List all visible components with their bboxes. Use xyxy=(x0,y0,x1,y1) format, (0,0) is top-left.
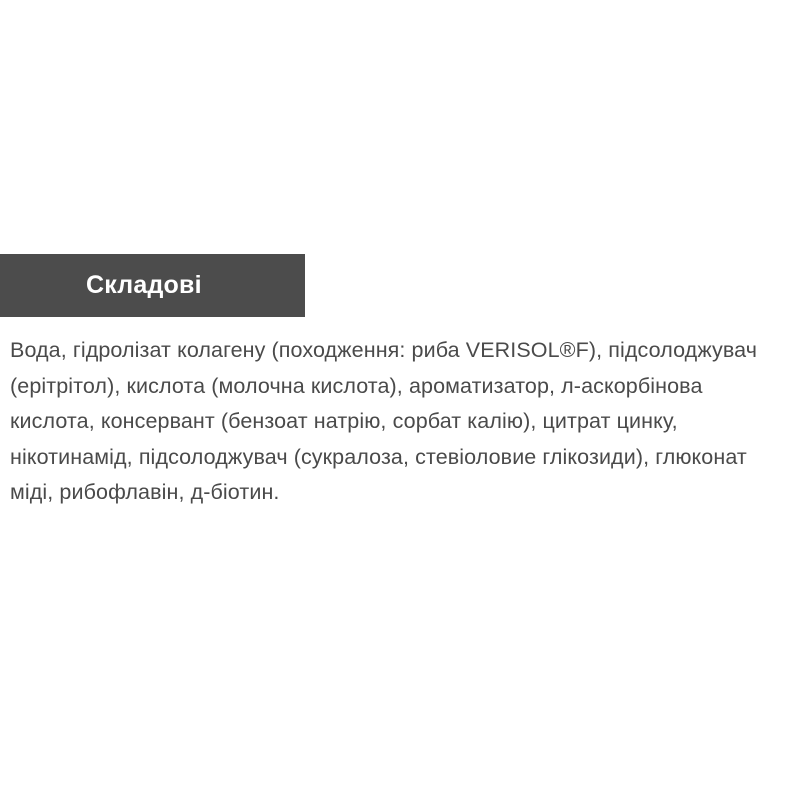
ingredients-text: Вода, гідролізат колагену (походження: риба VERISOL®F), підсолоджувач (ерітрітол), кислота (молочна кислота), ароматизатор, л-аскорбінова кислота, консервант (бензоат натрію, сорбат калію), цитрат цинку, нікотинамід, підсолоджувач (сукралоза, стевіоловие глікозиди), глюконат міді, рибофлавін, д-біотин. xyxy=(10,338,758,504)
section-heading: Складові xyxy=(0,254,305,317)
ingredients-section xyxy=(0,254,800,511)
